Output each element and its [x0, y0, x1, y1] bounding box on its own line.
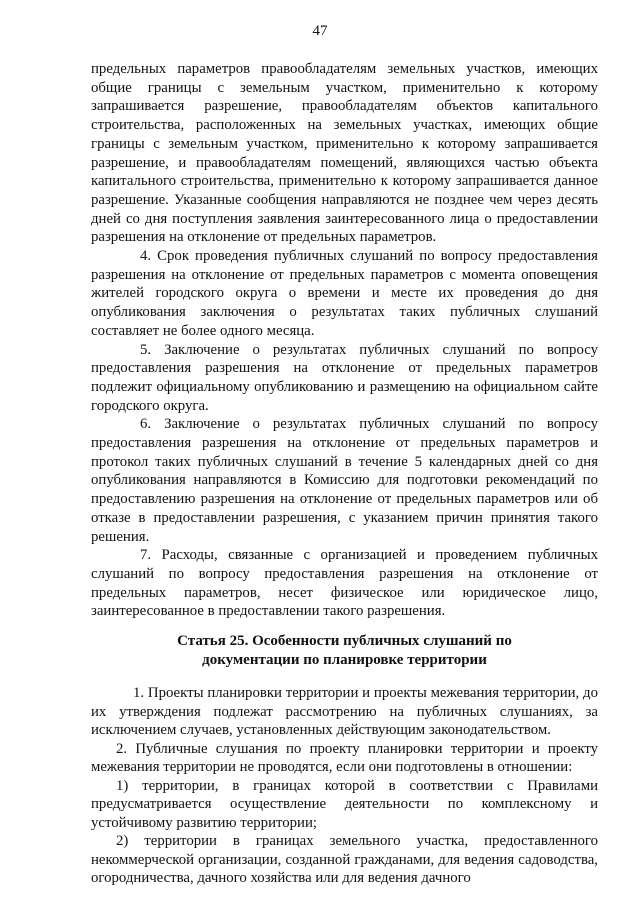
- page-body: [91, 60, 598, 888]
- paragraph: 4. Срок проведения публичных слушаний по вопросу предоставления разрешения на отклонение от предельных параметров с момента оповещения жителей городского округа о времени и месте их проведения до дня опубликования заключения о результатах таких публичных слушаний составляет не более одного месяца.: [91, 248, 598, 339]
- paragraph: 7. Расходы, связанные с организацией и проведением публичных слушаний по вопросу предоставления разрешения на отклонение от предельных параметров, несет физическое или юридическое лицо, заинтересованное в предоставлении такого разрешения.: [91, 547, 598, 620]
- paragraph: 5. Заключение о результатах публичных слушаний по вопросу предоставления разрешения на отклонение от предельных параметров подлежит официальному опубликованию и размещению на официальном сайте городского округа.: [91, 341, 598, 414]
- paragraph: 6. Заключение о результатах публичных слушаний по вопросу предоставления разрешения на отклонение от предельных параметров и протокол таких публичных слушаний в течение 5 календарных дней со дня опубликования направляются в Комиссию для подготовки рекомендаций по предоставлению разрешения на отклонение от предельных параметров или об отказе в предоставлении разрешения, с указанием причин принятия такого решения.: [91, 416, 598, 545]
- article-heading-line: Статья 25. Особенности публичных слушаний по: [177, 633, 512, 650]
- article-heading-line: документации по планировке территории: [202, 652, 487, 669]
- article-heading: [91, 632, 598, 670]
- article-25-body: [91, 684, 598, 888]
- page-number: 47: [312, 23, 328, 39]
- article-24-continuation: [91, 60, 598, 621]
- paragraph: 2) территории в границах земельного участка, предоставленного некоммерческой организации, созданной гражданами, для ведения садоводства, огородничества, дачного хозяйства или для ведения дачного: [91, 833, 598, 887]
- paragraph: 1) территории, в границах которой в соответствии с Правилами предусматривается осуществление деятельности по комплексному и устойчивому развитию территории;: [91, 777, 598, 831]
- paragraph: 2. Публичные слушания по проекту планировки территории и проекту межевания территории не проводятся, если они подготовлены в отношении:: [91, 740, 598, 776]
- paragraph: 1. Проекты планировки территории и проекты межевания территории, до их утверждения подлежат рассмотрению на публичных слушаниях, за исключением случаев, установленных действующим законодательством.: [91, 685, 598, 739]
- paragraph: предельных параметров правообладателям земельных участков, имеющих общие границы с земельным участком, применительно к которому запрашивается разрешение, правообладателям объектов капитального строительства, расположенных на земельных участках, имеющих общие границы с земельным участком, применительно к которому запрашивается разрешение, и правообладателям помещений, являющихся частью объекта капитального строительства, применительно к которому запрашивается данное разрешение. Указанные сообщения направляются не позднее чем через десять дней со дня поступления заявления заинтересованного лица о предоставлении разрешения на отклонение от предельных параметров.: [91, 61, 598, 246]
